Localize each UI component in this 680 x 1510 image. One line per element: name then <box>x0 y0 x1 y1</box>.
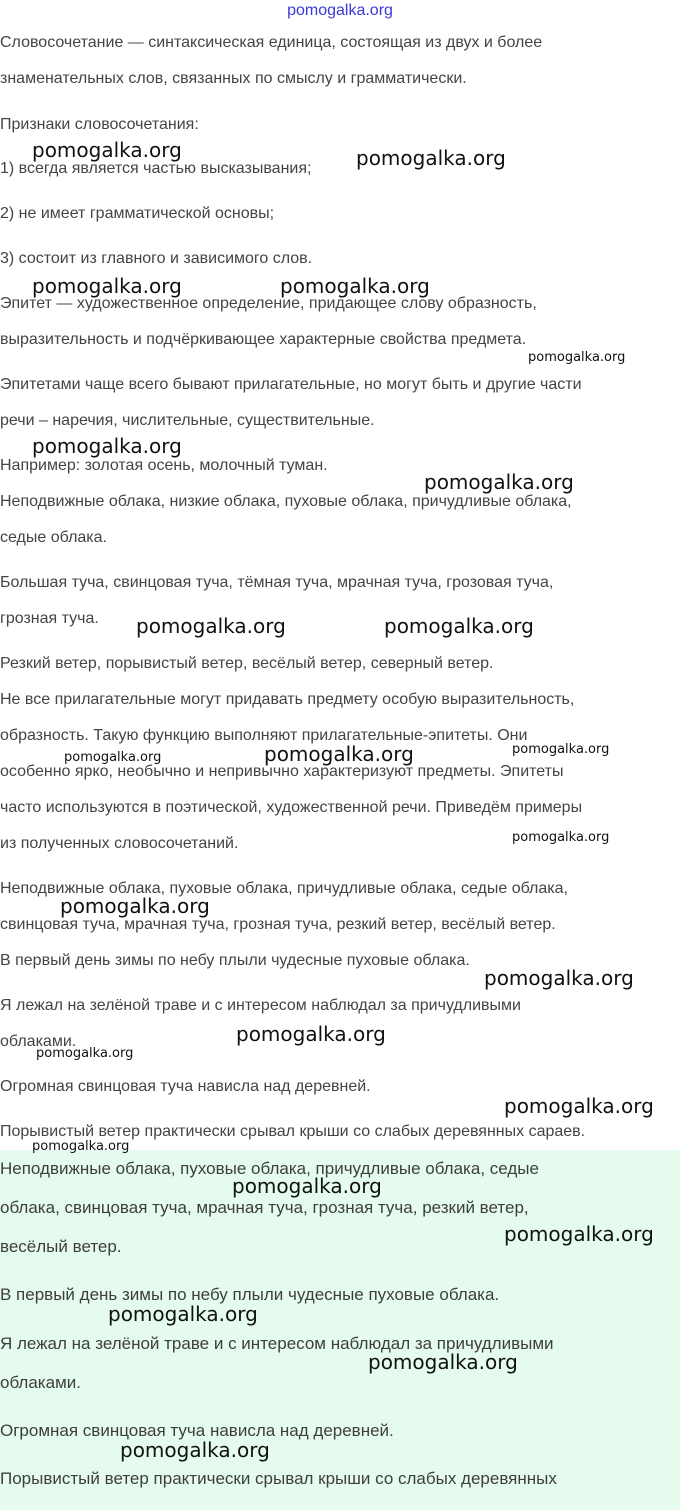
highlight-line: Неподвижные облака, пуховые облака, причудливые облака, седые <box>0 1159 539 1178</box>
header-watermark: pomogalka.org <box>287 2 393 19</box>
watermark: pomogalka.org <box>32 274 182 298</box>
text-line: Не все прилагательные могут придавать предмету особую выразительность, <box>0 691 575 708</box>
text-line: особенно ярко, необычно и непривычно характеризуют предметы. Эпитеты <box>0 763 564 780</box>
highlight-line: Порывистый ветер практически срывал крыши со слабых деревянных <box>0 1469 557 1488</box>
highlight-line: Огромная свинцовая туча нависла над деревней. <box>0 1421 394 1440</box>
text-line: Огромная свинцовая туча нависла над деревней. <box>0 1078 371 1095</box>
watermark: pomogalka.org <box>512 830 610 845</box>
text-line: Например: золотая осень, молочный туман. <box>0 457 328 474</box>
text-line: Словосочетание — синтаксическая единица, состоящая из двух и более <box>0 34 543 51</box>
watermark: pomogalka.org <box>32 1139 130 1154</box>
text-line: Признаки словосочетания: <box>0 116 199 133</box>
text-line: часто используются в поэтической, художественной речи. Приведём примеры <box>0 799 583 816</box>
text-line: речи – наречия, числительные, существительные. <box>0 412 375 429</box>
text-line: грозная туча. <box>0 610 99 627</box>
watermark: pomogalka.org <box>368 1350 518 1374</box>
watermark: pomogalka.org <box>280 274 430 298</box>
text-line: Неподвижные облака, низкие облака, пуховые облака, причудливые облака, <box>0 493 572 510</box>
watermark: pomogalka.org <box>424 470 574 494</box>
text-line: седые облака. <box>0 529 107 546</box>
watermark: pomogalka.org <box>512 742 610 757</box>
text-line: знаменательных слов, связанных по смыслу и грамматически. <box>0 70 467 87</box>
watermark: pomogalka.org <box>32 434 182 458</box>
text-line: Эпитетами чаще всего бывают прилагательные, но могут быть и другие части <box>0 376 582 393</box>
text-line: В первый день зимы по небу плыли чудесные пуховые облака. <box>0 952 470 969</box>
text-line: 2) не имеет грамматической основы; <box>0 205 275 222</box>
watermark: pomogalka.org <box>232 1174 382 1198</box>
text-line: выразительность и подчёркивающее характерные свойства предмета. <box>0 331 527 348</box>
watermark: pomogalka.org <box>120 1438 270 1462</box>
watermark: pomogalka.org <box>504 1222 654 1246</box>
text-line: свинцовая туча, мрачная туча, грозная туча, резкий ветер, весёлый ветер. <box>0 916 556 933</box>
text-line: образность. Такую функцию выполняют прилагательные-эпитеты. Они <box>0 727 528 744</box>
text-line: облаками. <box>0 1033 77 1050</box>
text-line: из полученных словосочетаний. <box>0 835 239 852</box>
watermark: pomogalka.org <box>264 742 414 766</box>
text-line: Неподвижные облака, пуховые облака, причудливые облака, седые облака, <box>0 880 568 897</box>
text-line: Я лежал на зелёной траве и с интересом наблюдал за причудливыми <box>0 997 521 1014</box>
highlight-line: Я лежал на зелёной траве и с интересом наблюдал за причудливыми <box>0 1334 554 1353</box>
text-line: Резкий ветер, порывистый ветер, весёлый ветер, северный ветер. <box>0 655 494 672</box>
highlight-line: облака, свинцовая туча, мрачная туча, грозная туча, резкий ветер, <box>0 1198 529 1217</box>
text-line: 1) всегда является частью высказывания; <box>0 160 312 177</box>
highlight-line: облаками. <box>0 1373 81 1392</box>
watermark: pomogalka.org <box>384 614 534 638</box>
watermark: pomogalka.org <box>484 966 634 990</box>
highlight-line: В первый день зимы по небу плыли чудесные пуховые облака. <box>0 1285 500 1304</box>
text-line: Эпитет — художественное определение, придающее слову образность, <box>0 295 537 312</box>
highlight-line: весёлый ветер. <box>0 1237 122 1256</box>
watermark: pomogalka.org <box>236 1022 386 1046</box>
watermark: pomogalka.org <box>108 1302 258 1326</box>
watermark: pomogalka.org <box>528 350 626 365</box>
watermark: pomogalka.org <box>136 614 286 638</box>
text-line: Большая туча, свинцовая туча, тёмная туча, мрачная туча, грозовая туча, <box>0 574 554 591</box>
watermark: pomogalka.org <box>356 146 506 170</box>
text-line: Порывистый ветер практически срывал крыши со слабых деревянных сараев. <box>0 1123 586 1140</box>
watermark: pomogalka.org <box>60 894 210 918</box>
watermark: pomogalka.org <box>36 1046 134 1061</box>
watermark: pomogalka.org <box>64 750 162 765</box>
text-line: 3) состоит из главного и зависимого слов. <box>0 250 313 267</box>
watermark: pomogalka.org <box>504 1094 654 1118</box>
watermark: pomogalka.org <box>32 138 182 162</box>
